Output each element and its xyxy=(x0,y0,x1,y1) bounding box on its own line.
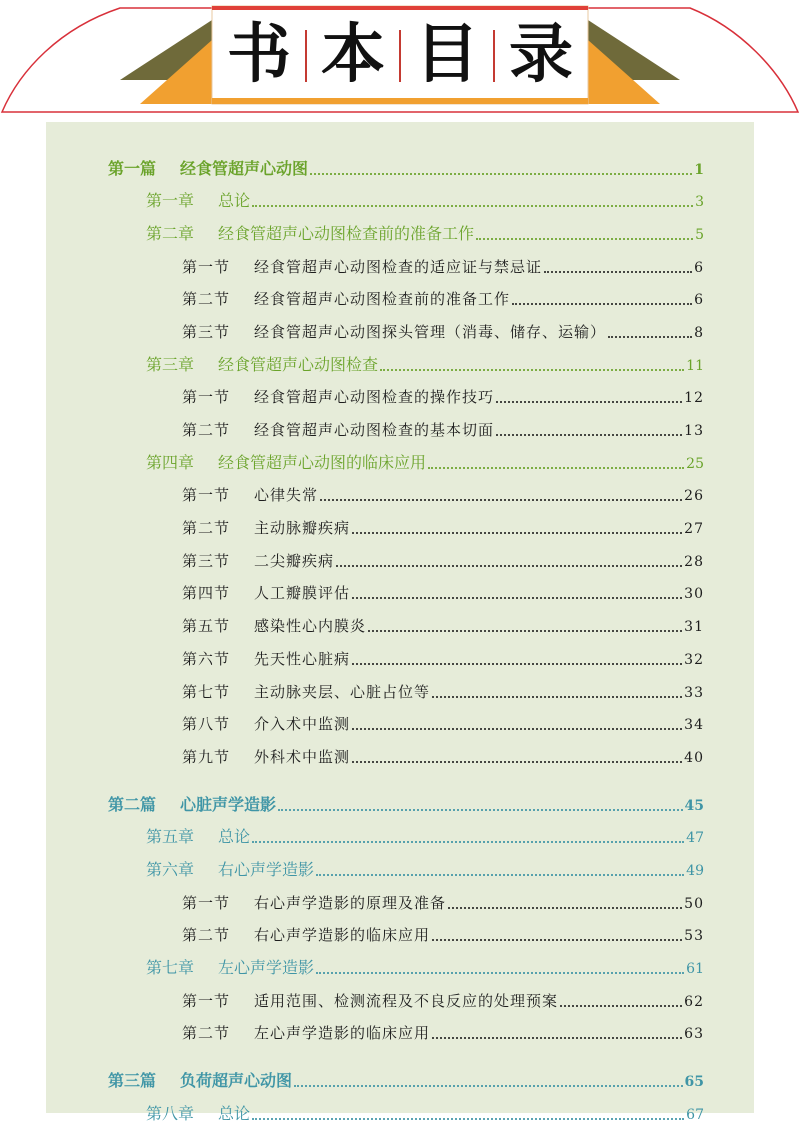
toc-entry-label: 第二节 xyxy=(182,519,231,537)
toc-entry-label: 第七章 xyxy=(146,958,195,977)
dot-leader xyxy=(380,368,684,371)
toc-entry-title: 右心声学造影的临床应用 xyxy=(254,926,431,944)
toc-entry-title: 经食管超声心动图检查的基本切面 xyxy=(254,421,495,439)
toc-entry-label: 第六节 xyxy=(182,650,231,668)
toc-entry-label: 第二节 xyxy=(182,421,231,439)
dot-leader xyxy=(608,335,692,338)
dot-leader xyxy=(316,873,684,876)
toc-section-row[interactable] xyxy=(182,384,704,410)
toc-entry-label: 第三节 xyxy=(182,323,231,341)
toc-entry-page: 25 xyxy=(686,456,704,472)
toc-section-row[interactable] xyxy=(182,515,704,541)
toc-entry-page: 63 xyxy=(684,1026,704,1042)
toc-section-row[interactable] xyxy=(182,286,704,312)
toc-chapter-row[interactable] xyxy=(146,188,704,214)
toc-entry-page: 6 xyxy=(694,292,704,308)
dot-leader xyxy=(352,760,682,763)
dot-leader xyxy=(512,302,692,305)
toc-section-row[interactable] xyxy=(182,254,704,280)
toc-entry-label: 第二节 xyxy=(182,1024,231,1042)
toc-chapter-row[interactable] xyxy=(146,352,704,378)
toc-section-row[interactable] xyxy=(182,548,704,574)
toc-entry-page: 61 xyxy=(686,961,704,977)
toc-chapter-row[interactable] xyxy=(146,1101,704,1127)
toc-entry-label: 第九节 xyxy=(182,748,231,766)
toc-chapter-row[interactable] xyxy=(146,824,704,850)
toc-entry-label: 第一节 xyxy=(182,486,231,504)
toc-entry-page: 27 xyxy=(684,521,704,537)
toc-part-row[interactable] xyxy=(108,1068,704,1094)
dot-leader xyxy=(352,596,682,599)
toc-section-row[interactable] xyxy=(182,613,704,639)
toc-entry-page: 62 xyxy=(684,994,704,1010)
dot-leader xyxy=(432,695,682,698)
toc-entry-title: 先天性心脏病 xyxy=(254,650,351,668)
toc-entry-label: 第一节 xyxy=(182,992,231,1010)
toc-entry-page: 8 xyxy=(694,325,704,341)
dot-leader xyxy=(252,1117,684,1120)
dot-leader xyxy=(320,498,682,501)
toc-entry-title: 左心声学造影的临床应用 xyxy=(254,1024,431,1042)
toc-entry-page: 32 xyxy=(684,652,704,668)
toc-part-row[interactable] xyxy=(108,792,704,818)
toc-entry-title: 总论 xyxy=(218,827,251,846)
toc-entry-label: 第六章 xyxy=(146,860,195,879)
toc-entry-title: 经食管超声心动图探头管理（消毒、储存、运输） xyxy=(254,323,607,341)
toc-entry-title: 外科术中监测 xyxy=(254,748,351,766)
toc-entry-title: 心律失常 xyxy=(254,486,319,504)
toc-entry-page: 3 xyxy=(695,194,704,210)
toc-entry-title: 总论 xyxy=(218,191,251,210)
toc-part-row[interactable] xyxy=(108,156,704,182)
dot-leader xyxy=(352,531,682,534)
toc-entry-label: 第四节 xyxy=(182,584,231,602)
toc-entry-label: 第五章 xyxy=(146,827,195,846)
toc-entry-title: 左心声学造影 xyxy=(218,958,315,977)
toc-entry-label: 第四章 xyxy=(146,453,195,472)
title-char: 本 xyxy=(321,18,385,92)
toc-entry-title: 主动脉瓣疾病 xyxy=(254,519,351,537)
toc-entry-page: 33 xyxy=(684,685,704,701)
toc-chapter-row[interactable] xyxy=(146,450,704,476)
dot-leader xyxy=(476,237,693,240)
toc-entry-label: 第三篇 xyxy=(108,1071,157,1090)
toc-entry-title: 经食管超声心动图检查的操作技巧 xyxy=(254,388,495,406)
toc-entry-page: 47 xyxy=(686,830,704,846)
toc-entry-title: 感染性心内膜炎 xyxy=(254,617,367,635)
toc-entry-title: 负荷超声心动图 xyxy=(180,1071,293,1090)
toc-entry-label: 第三节 xyxy=(182,552,231,570)
dot-leader xyxy=(310,172,692,175)
toc-entry-label: 第三章 xyxy=(146,355,195,374)
toc-entry-title: 经食管超声心动图检查前的准备工作 xyxy=(218,224,475,243)
toc-entry-title: 经食管超声心动图检查前的准备工作 xyxy=(254,290,511,308)
toc-entry-title: 经食管超声心动图检查的适应证与禁忌证 xyxy=(254,258,543,276)
toc-chapter-row[interactable] xyxy=(146,955,704,981)
toc-entry-page: 34 xyxy=(684,717,704,733)
dot-leader xyxy=(448,906,682,909)
title-char: 目 xyxy=(415,18,479,92)
dot-leader xyxy=(336,564,682,567)
dot-leader xyxy=(496,433,682,436)
toc-section-row[interactable] xyxy=(182,319,704,345)
toc-section-row[interactable] xyxy=(182,646,704,672)
toc-section-row[interactable] xyxy=(182,679,704,705)
toc-entry-page: 53 xyxy=(684,928,704,944)
toc-entry-label: 第二篇 xyxy=(108,795,157,814)
toc-entry-title: 经食管超声心动图检查 xyxy=(218,355,379,374)
toc-entry-label: 第一节 xyxy=(182,894,231,912)
dot-leader xyxy=(252,204,693,207)
toc-entry-page: 6 xyxy=(694,260,704,276)
toc-entry-title: 经食管超声心动图的临床应用 xyxy=(218,453,427,472)
toc-section-row[interactable] xyxy=(182,580,704,606)
title-banner xyxy=(0,0,800,122)
toc-entry-title: 右心声学造影 xyxy=(218,860,315,879)
dot-leader xyxy=(294,1084,683,1087)
toc-page xyxy=(46,122,754,1123)
toc-entry-title: 人工瓣膜评估 xyxy=(254,584,351,602)
toc-entry-page: 30 xyxy=(684,586,704,602)
toc-entry-page: 45 xyxy=(684,798,704,814)
toc-entry-page: 12 xyxy=(684,390,704,406)
toc-entry-label: 第一节 xyxy=(182,258,231,276)
toc-section-row[interactable] xyxy=(182,890,704,916)
toc-entry-title: 介入术中监测 xyxy=(254,715,351,733)
toc-entry-page: 5 xyxy=(695,227,704,243)
dot-leader xyxy=(432,1036,682,1039)
dot-leader xyxy=(496,400,682,403)
toc-entry-title: 经食管超声心动图 xyxy=(180,159,309,178)
toc-entry-page: 67 xyxy=(686,1107,704,1123)
toc-entry-title: 二尖瓣疾病 xyxy=(254,552,335,570)
dot-leader xyxy=(352,662,682,665)
toc-entry-page: 40 xyxy=(684,750,704,766)
toc-section-row[interactable] xyxy=(182,988,704,1014)
toc-entry-page: 49 xyxy=(686,863,704,879)
page-title xyxy=(212,6,588,104)
title-char: 书 xyxy=(227,18,291,92)
toc-entry-title: 右心声学造影的原理及准备 xyxy=(254,894,447,912)
toc-section-row[interactable] xyxy=(182,711,704,737)
toc-entry-page: 50 xyxy=(684,896,704,912)
toc-entry-page: 28 xyxy=(684,554,704,570)
title-char: 录 xyxy=(509,18,573,92)
toc-entry-title: 主动脉夹层、心脏占位等 xyxy=(254,683,431,701)
dot-leader xyxy=(316,971,684,974)
toc-entry-label: 第八节 xyxy=(182,715,231,733)
toc-entry-label: 第一节 xyxy=(182,388,231,406)
toc-chapter-row[interactable] xyxy=(146,857,704,883)
dot-leader xyxy=(560,1004,682,1007)
toc-entry-title: 总论 xyxy=(218,1104,251,1123)
dot-leader xyxy=(252,840,684,843)
toc-section-row[interactable] xyxy=(182,417,704,443)
toc-entry-label: 第一篇 xyxy=(108,159,157,178)
toc-entry-label: 第八章 xyxy=(146,1104,195,1123)
toc-entry-label: 第二节 xyxy=(182,290,231,308)
toc-entry-page: 11 xyxy=(686,358,704,374)
toc-entry-page: 1 xyxy=(694,162,704,178)
toc-section-row[interactable] xyxy=(182,922,704,948)
toc-entry-label: 第五节 xyxy=(182,617,231,635)
dot-leader xyxy=(432,938,682,941)
toc-entry-label: 第二章 xyxy=(146,224,195,243)
toc-entry-label: 第一章 xyxy=(146,191,195,210)
toc-entry-page: 13 xyxy=(684,423,704,439)
dot-leader xyxy=(368,629,682,632)
dot-leader xyxy=(278,808,683,811)
toc-entry-label: 第二节 xyxy=(182,926,231,944)
dot-leader xyxy=(352,727,682,730)
toc-entry-page: 65 xyxy=(684,1074,704,1090)
toc-entry-label: 第七节 xyxy=(182,683,231,701)
dot-leader xyxy=(428,466,684,469)
toc-section-row[interactable] xyxy=(182,1020,704,1046)
toc-section-row[interactable] xyxy=(182,744,704,770)
toc-entry-title: 适用范围、检测流程及不良反应的处理预案 xyxy=(254,992,559,1010)
toc-entry-page: 26 xyxy=(684,488,704,504)
toc-section-row[interactable] xyxy=(182,482,704,508)
dot-leader xyxy=(544,270,692,273)
toc-entry-page: 31 xyxy=(684,619,704,635)
toc-entry-title: 心脏声学造影 xyxy=(180,795,277,814)
toc-chapter-row[interactable] xyxy=(146,221,704,247)
